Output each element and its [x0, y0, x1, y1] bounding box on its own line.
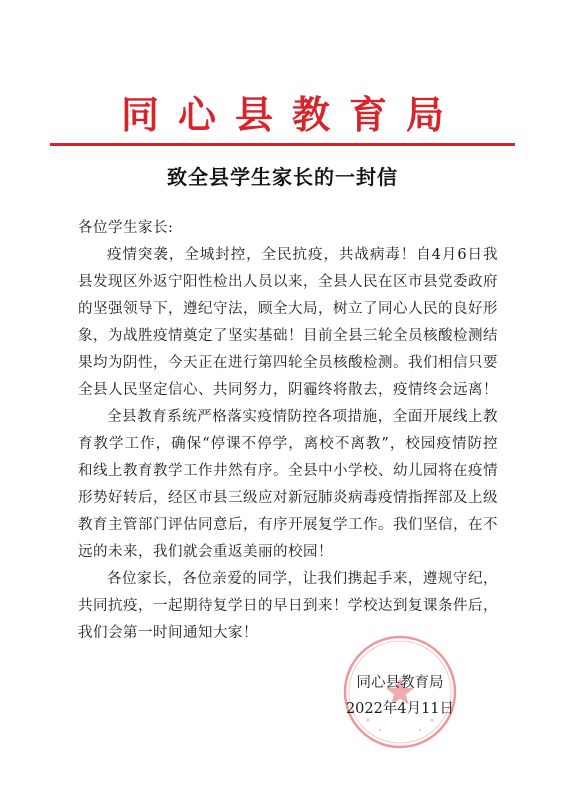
paragraph-3: 各位家长，各位亲爱的同学，让我们携起手来，遵规守纪，共同抗疫，一起期待复学日的早日到来！学校达到复课条件后，我们会第一时间通知大家！: [78, 571, 498, 641]
salutation: 各位学生家长:: [78, 220, 174, 236]
letterhead-rule: [50, 143, 515, 146]
paragraph-2: 全县教育系统严格落实疫情防控各项措施，全面开展线上教育教学工作，确保“停课不停学，离校不离教”，校园疫情防控和线上教育教学工作井然有序。全县中小学校、幼儿园将在疫情形势好转后，经区市县三级应对新冠肺炎病毒疫情指挥部及上级教育主管部门评估同意后，有序开展复学工作。我们坚信，在不远的未来，我们就会重返美丽的校园！: [78, 409, 498, 560]
paragraph-1: 疫情突袭，全城封控，全民抗疫，共战病毒！自4月6日我县发现区外返宁阳性检出人员以来，全县人民在区市县党委政府的坚强领导下，遵纪守法，顾全大局，树立了同心人民的良好形象，为战胜疫情奠定了坚实基础！目前全县三轮全员核酸检测结果均为阴性，今天正在进行第四轮全员核酸检测。我们相信只要全县人民坚定信心、共同努力，阴霾终将散去，疫情终会远离！: [78, 247, 498, 398]
letter-body: [78, 215, 498, 647]
signature-org: 同心县教育局: [356, 675, 444, 691]
signature-date: 2022年4月11日: [345, 701, 455, 717]
signature-block: [300, 670, 500, 722]
org-title: 同心县教育局: [120, 92, 463, 137]
letterhead: [0, 92, 565, 138]
letter-title: 致全县学生家长的一封信: [167, 165, 398, 189]
